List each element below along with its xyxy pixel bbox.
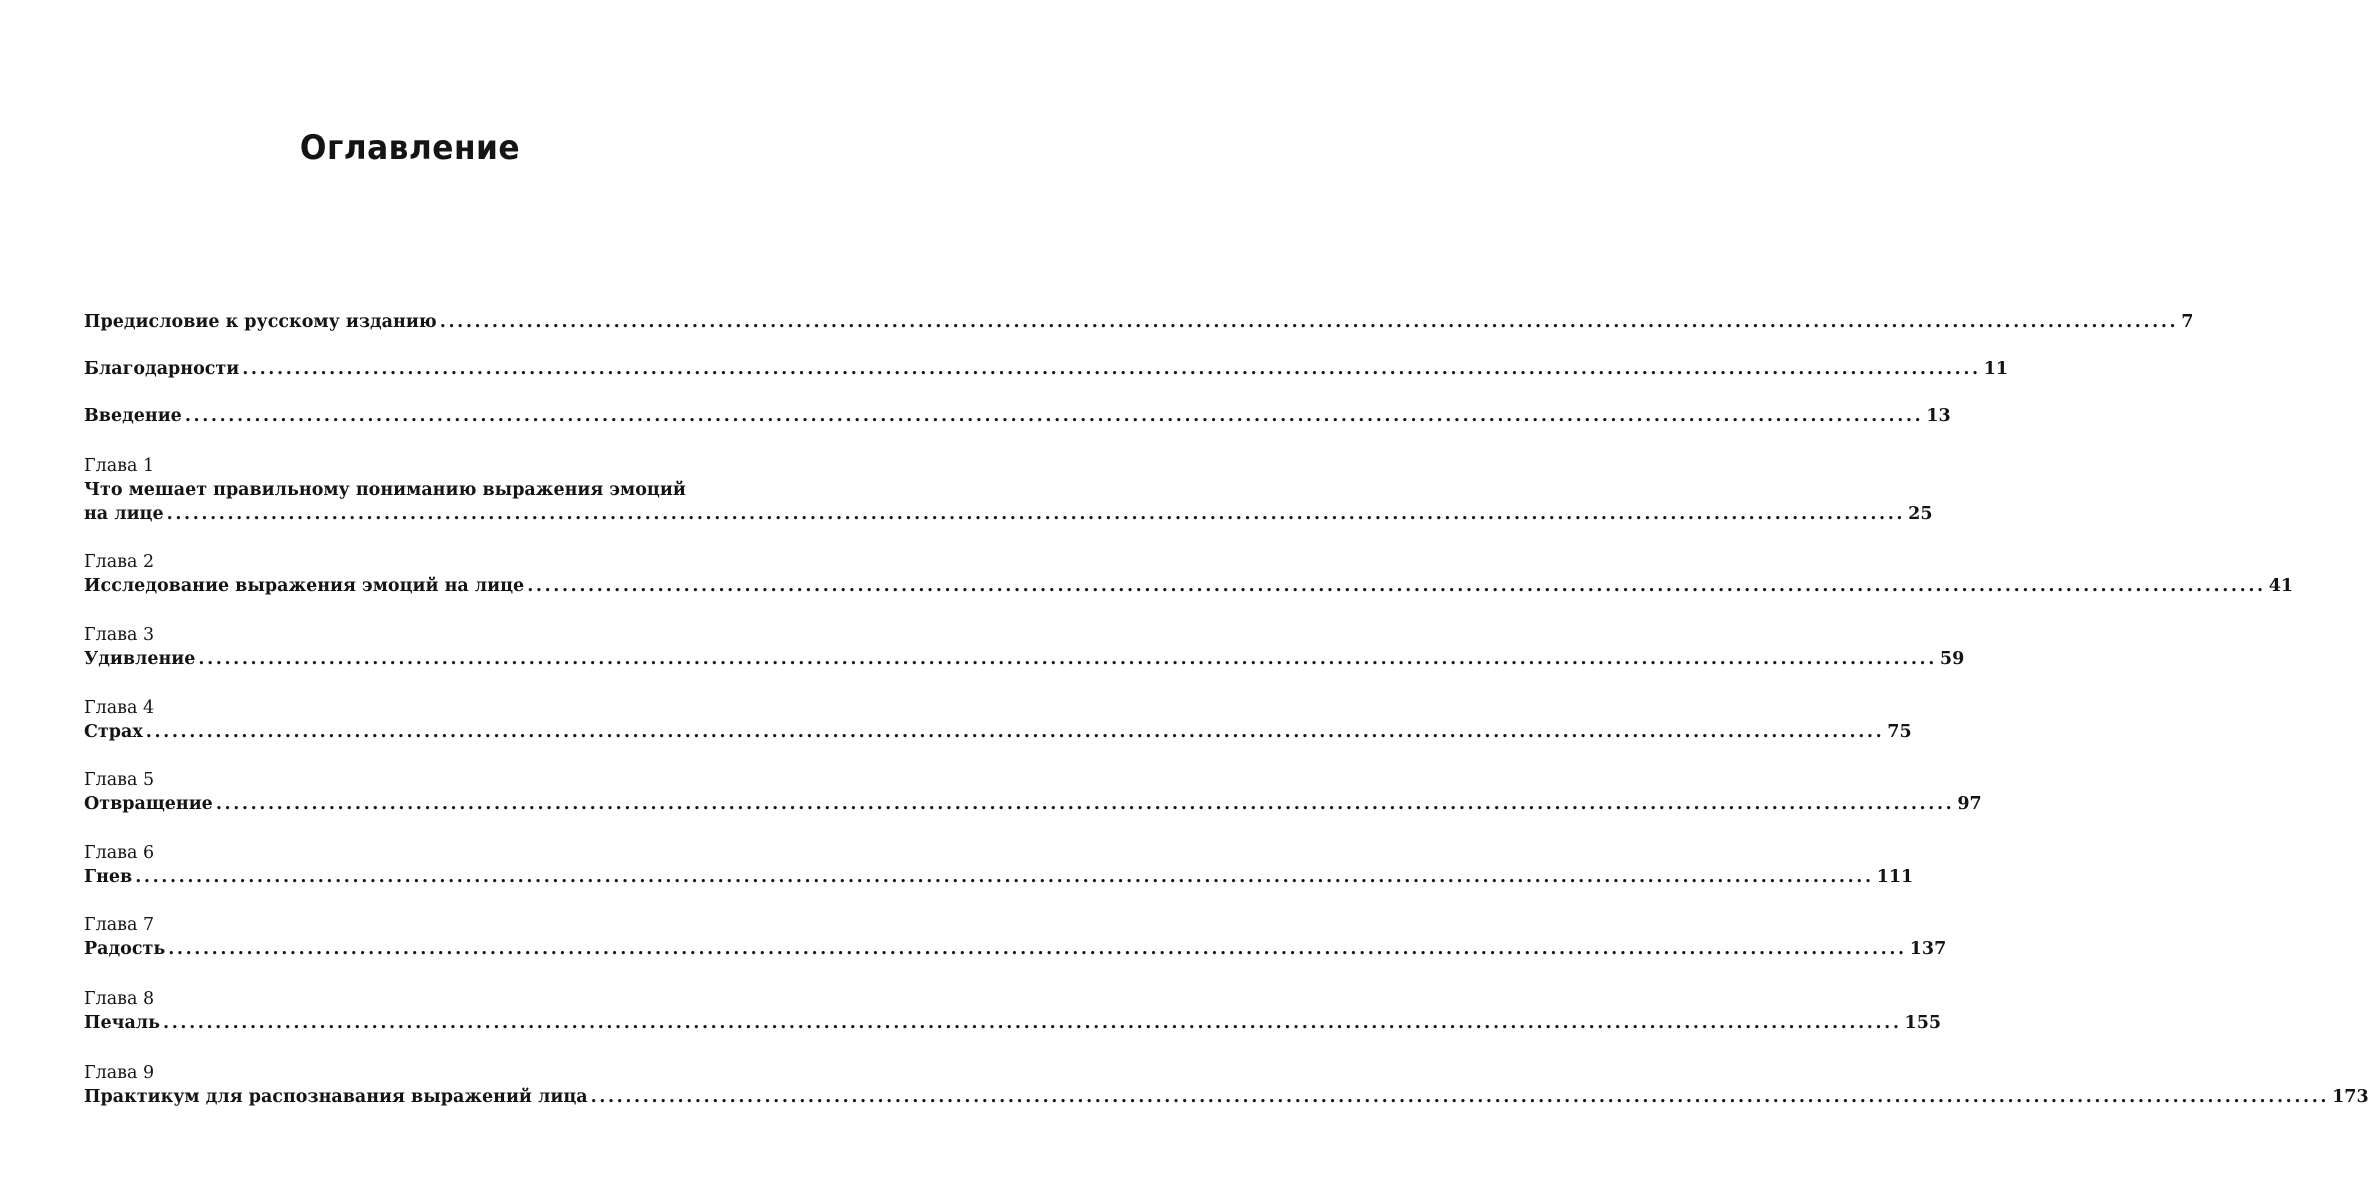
toc-entry-title-first-line: Что мешает правильному пониманию выражения эмоций [84,480,686,500]
toc-page-number: 7 [2181,312,2194,332]
dot-leader: ........................................................................................................................................................................................................ [145,722,1885,742]
page-title: Оглавление [299,128,521,168]
toc-entry-chapter-9 [84,1061,2369,1109]
toc-entry-title: Предисловие к русскому изданию [84,312,437,332]
toc-page-number: 59 [1939,649,1965,669]
toc-line [84,310,2194,334]
toc-entry-chapter-5 [84,768,1982,816]
toc-line [84,865,1914,889]
dot-leader: ........................................................................................................................................................................................................ [168,939,1907,959]
toc-entry-title: Радость [84,939,166,959]
toc-entry-acknowledgements [84,357,2009,381]
toc-entry-introduction [84,404,1951,428]
dot-leader: ........................................................................................................................................................................................................ [215,794,1955,814]
toc-entry-chapter-1 [84,454,1933,526]
toc-entry-title: Исследование выражения эмоций на лице [84,576,525,596]
toc-entry-title: Удивление [84,649,196,669]
toc-entry-title: Практикум для распознавания выражений лица [84,1087,588,1107]
toc-entry-chapter-7 [84,913,1947,961]
dot-leader: ........................................................................................................................................................................................................ [166,504,1906,524]
toc-entry-title: Страх [84,722,143,742]
toc-entry-chapter-8 [84,987,1942,1035]
toc-line [84,574,2294,598]
toc-page-number: 155 [1904,1013,1942,1033]
toc-line [84,792,1982,816]
toc-page-number: 137 [1909,939,1947,959]
chapter-label: Глава 7 [84,915,155,935]
dot-leader: ........................................................................................................................................................................................................ [590,1087,2330,1107]
toc-line [84,502,1933,526]
toc-line [84,647,1965,671]
chapter-label: Глава 8 [84,989,155,1009]
dot-leader: ........................................................................................................................................................................................................ [184,406,1924,426]
toc-entry-title: Отвращение [84,794,213,814]
toc-entry-title: Печаль [84,1013,161,1033]
dot-leader: ........................................................................................................................................................................................................ [527,576,2266,596]
toc-entry-title: на лице [84,504,164,524]
chapter-label: Глава 1 [84,456,155,476]
toc-line [84,1085,2369,1109]
toc-entry-preface [84,310,2194,334]
toc-entry-title: Гнев [84,867,133,887]
dot-leader: ........................................................................................................................................................................................................ [198,649,1937,669]
dot-leader: ........................................................................................................................................................................................................ [163,1013,1902,1033]
toc-page-number: 75 [1887,722,1912,742]
chapter-label: Глава 5 [84,770,155,790]
toc-entry-chapter-2 [84,550,2294,598]
toc-line [84,357,2009,381]
dot-leader: ........................................................................................................................................................................................................ [439,312,2179,332]
toc-line [84,1011,1942,1035]
toc-page-number: 25 [1908,504,1933,524]
dot-leader: ........................................................................................................................................................................................................ [135,867,1874,887]
chapter-label: Глава 4 [84,698,155,718]
toc-page-number: 41 [2268,576,2294,596]
toc-line [84,404,1951,428]
toc-entry-title: Введение [84,406,182,426]
toc-page-number: 97 [1957,794,1982,814]
chapter-label: Глава 9 [84,1063,155,1083]
toc-page-number: 13 [1926,406,1951,426]
toc-entry-chapter-6 [84,841,1914,889]
toc-entry-chapter-4 [84,696,1912,744]
toc-line [84,720,1912,744]
chapter-label: Глава 2 [84,552,155,572]
chapter-label: Глава 3 [84,625,155,645]
chapter-label: Глава 6 [84,843,155,863]
toc-page-number: 11 [1983,359,2009,379]
toc-entry-title: Благодарности [84,359,240,379]
toc-line [84,937,1947,961]
toc-page-number: 173 [2332,1087,2369,1107]
toc-page-number: 111 [1876,867,1914,887]
toc-entry-chapter-3 [84,623,1965,671]
dot-leader: ........................................................................................................................................................................................................ [242,359,1981,379]
